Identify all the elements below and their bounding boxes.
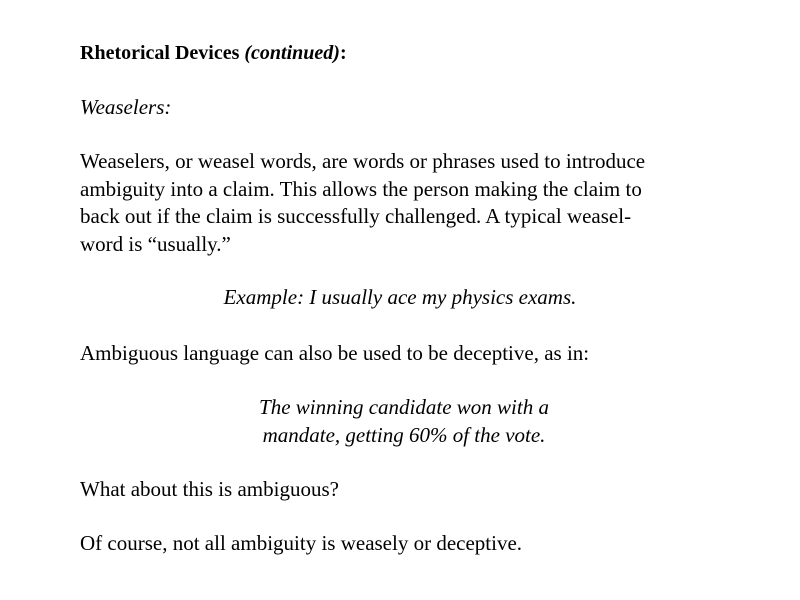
definition-paragraph bbox=[80, 148, 740, 258]
question-text: What about this is ambiguous? bbox=[80, 477, 339, 501]
example-text: Example: I usually ace my physics exams. bbox=[223, 285, 577, 309]
paragraph-line: back out if the claim is successfully challenged. A typical weasel- bbox=[80, 204, 632, 228]
title-prefix: Rhetorical Devices bbox=[80, 42, 245, 64]
section-heading: Weaselers: bbox=[80, 95, 172, 119]
paragraph-line: Weaselers, or weasel words, are words or phrases used to introduce bbox=[80, 149, 646, 173]
quote-line: mandate, getting 60% of the vote. bbox=[262, 422, 546, 447]
quote-line: The winning candidate won with a bbox=[259, 395, 549, 419]
paragraph-line: ambiguity into a claim. This allows the person making the claim to bbox=[80, 176, 642, 201]
example-quote bbox=[0, 394, 800, 449]
title-italic: (continued) bbox=[244, 42, 340, 64]
slide-title bbox=[80, 40, 347, 67]
deceptive-paragraph: Ambiguous language can also be used to be deceptive, as in: bbox=[80, 341, 590, 365]
paragraph-line: word is “usually.” bbox=[80, 231, 231, 256]
title-suffix: : bbox=[339, 42, 347, 64]
closing-text: Of course, not all ambiguity is weasely or deceptive. bbox=[80, 531, 523, 555]
